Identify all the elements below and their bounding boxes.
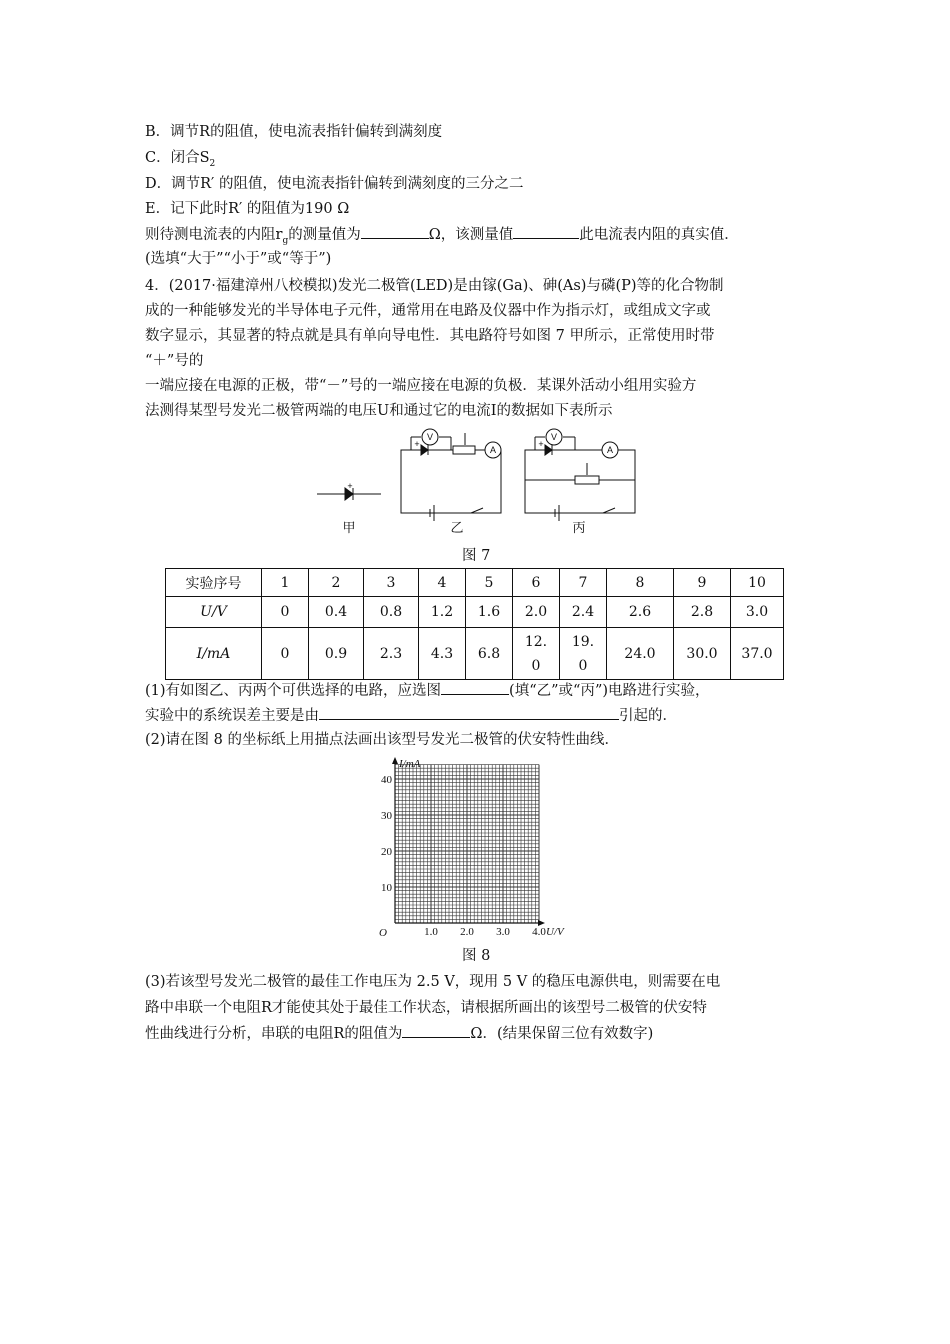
subquestion-2: (2)请在图 8 的坐标纸上用描点法画出该型号发光二极管的伏安特性曲线． bbox=[145, 732, 619, 748]
table-cell: 12. 0 bbox=[513, 628, 560, 680]
answer-blank[interactable] bbox=[441, 680, 509, 695]
y-axis-label: I/mA bbox=[399, 758, 421, 770]
figure8-grid bbox=[370, 755, 590, 940]
x-tick-label: 2.0 bbox=[460, 926, 474, 938]
table-cell: 19. 0 bbox=[560, 628, 607, 680]
table-cell: 6.8 bbox=[466, 628, 513, 680]
table-cell: 24.0 bbox=[607, 628, 674, 680]
led-plus-label: + bbox=[347, 481, 353, 491]
x-axis-label: U/V bbox=[546, 926, 564, 938]
problem4-line6: 法测得某型号发光二极管两端的电压U和通过它的电流I的数据如下表所示 bbox=[145, 403, 613, 419]
table-header-cell: 7 bbox=[560, 569, 607, 597]
table-cell: 2.4 bbox=[560, 597, 607, 628]
voltmeter-label: V bbox=[426, 432, 434, 442]
table-header-cell: 实验序号 bbox=[166, 569, 262, 597]
subquestion-3-line1: (3)若该型号发光二极管的最佳工作电压为 2.5 V，现用 5 V 的稳压电源供电，则需要在电 bbox=[145, 974, 721, 990]
figure7-caption: 图 7 bbox=[462, 548, 491, 564]
data-table bbox=[165, 568, 784, 680]
option-d: D．调节R′ 的阻值，使电流表指针偏转到满刻度的三分之二 bbox=[145, 176, 524, 192]
figure7-circuits bbox=[313, 425, 653, 540]
ammeter-label: A bbox=[606, 445, 614, 455]
row-label-u: U/V bbox=[166, 597, 262, 628]
y-axis-arrow-icon bbox=[392, 757, 398, 764]
table-header-row bbox=[166, 569, 784, 597]
table-header-cell: 4 bbox=[419, 569, 466, 597]
answer-blank[interactable] bbox=[513, 224, 579, 239]
problem4-line4: “＋”号的 bbox=[145, 353, 204, 369]
problem4-line3: 数字显示，其显著的特点就是具有单向导电性．其电路符号如图 7 甲所示，正常使用时带 bbox=[145, 328, 715, 344]
problem4-line5: 一端应接在电源的正极，带“－”号的一端应接在电源的负极．某课外活动小组用实验方 bbox=[145, 378, 697, 394]
table-header-cell: 9 bbox=[674, 569, 731, 597]
table-cell: 0.8 bbox=[364, 597, 419, 628]
table-cell: 2.8 bbox=[674, 597, 731, 628]
table-row-i bbox=[166, 628, 784, 680]
answer-blank[interactable] bbox=[319, 705, 619, 720]
table-header-cell: 2 bbox=[309, 569, 364, 597]
x-tick-label: 1.0 bbox=[424, 926, 438, 938]
figure8-caption: 图 8 bbox=[462, 948, 491, 964]
led-plus-label: + bbox=[414, 439, 420, 449]
y-tick-label: 30 bbox=[381, 810, 392, 822]
label-yi: 乙 bbox=[450, 521, 464, 536]
table-header-cell: 6 bbox=[513, 569, 560, 597]
subquestion-3-line2: 路中串联一个电阻R才能使其处于最佳工作状态，请根据所画出的该型号二极管的伏安特 bbox=[145, 1000, 707, 1016]
table-cell: 30.0 bbox=[674, 628, 731, 680]
y-tick-label: 20 bbox=[381, 846, 392, 858]
row-label-i: I/mA bbox=[166, 628, 262, 680]
table-header-cell: 8 bbox=[607, 569, 674, 597]
option-e: E．记下此时R′ 的阻值为190 Ω bbox=[145, 201, 350, 217]
question-options: (选填“大于”“小于”或“等于”) bbox=[145, 251, 332, 267]
subquestion-3-line3: 性曲线进行分析，串联的电阻R的阻值为 Ω．(结果保留三位有效数字) bbox=[145, 1023, 653, 1044]
table-cell: 0.4 bbox=[309, 597, 364, 628]
label-jia: 甲 bbox=[342, 521, 356, 536]
table-header-cell: 1 bbox=[262, 569, 309, 597]
answer-blank[interactable] bbox=[361, 224, 429, 239]
y-tick-label: 40 bbox=[381, 774, 392, 786]
table-row-u bbox=[166, 597, 784, 628]
question-line: 则待测电流表的内阻$r_g$的测量值为 Ω，该测量值 此电流表内阻的真实值． bbox=[145, 224, 739, 251]
x-tick-label: 4.0 bbox=[532, 926, 546, 938]
table-cell: 1.6 bbox=[466, 597, 513, 628]
voltmeter-label: V bbox=[550, 432, 558, 442]
subquestion-1a: (1)有如图乙、丙两个可供选择的电路，应选图 (填“乙”或“丙”)电路进行实验， bbox=[145, 680, 710, 701]
table-header-cell: 5 bbox=[466, 569, 513, 597]
answer-blank[interactable] bbox=[402, 1023, 470, 1038]
option-c: C．闭合$S_2$ bbox=[145, 150, 216, 169]
origin-label: O bbox=[379, 927, 387, 939]
table-cell: 2.0 bbox=[513, 597, 560, 628]
table-header-cell: 10 bbox=[731, 569, 784, 597]
table-header-cell: 3 bbox=[364, 569, 419, 597]
table-cell: 0.9 bbox=[309, 628, 364, 680]
table-cell: 37.0 bbox=[731, 628, 784, 680]
option-b: B．调节R的阻值，使电流表指针偏转到满刻度 bbox=[145, 124, 443, 140]
y-tick-label: 10 bbox=[381, 882, 392, 894]
subquestion-1b: 实验中的系统误差主要是由 引起的． bbox=[145, 705, 677, 726]
table-cell: 4.3 bbox=[419, 628, 466, 680]
ammeter-label: A bbox=[489, 445, 497, 455]
problem4-line1: 4．(2017·福建漳州八校模拟)发光二极管(LED)是由镓(Ga)、砷(As)与磷(P)等的化合物制 bbox=[145, 278, 724, 294]
led-plus-label: + bbox=[538, 439, 544, 449]
label-bing: 丙 bbox=[572, 521, 586, 536]
table-cell: 2.3 bbox=[364, 628, 419, 680]
table-cell: 0 bbox=[262, 628, 309, 680]
table-cell: 0 bbox=[262, 597, 309, 628]
table-cell: 2.6 bbox=[607, 597, 674, 628]
problem4-line2: 成的一种能够发光的半导体电子元件，通常用在电路及仪器中作为指示灯，或组成文字或 bbox=[145, 303, 711, 319]
x-tick-label: 3.0 bbox=[496, 926, 510, 938]
table-cell: 1.2 bbox=[419, 597, 466, 628]
table-cell: 3.0 bbox=[731, 597, 784, 628]
